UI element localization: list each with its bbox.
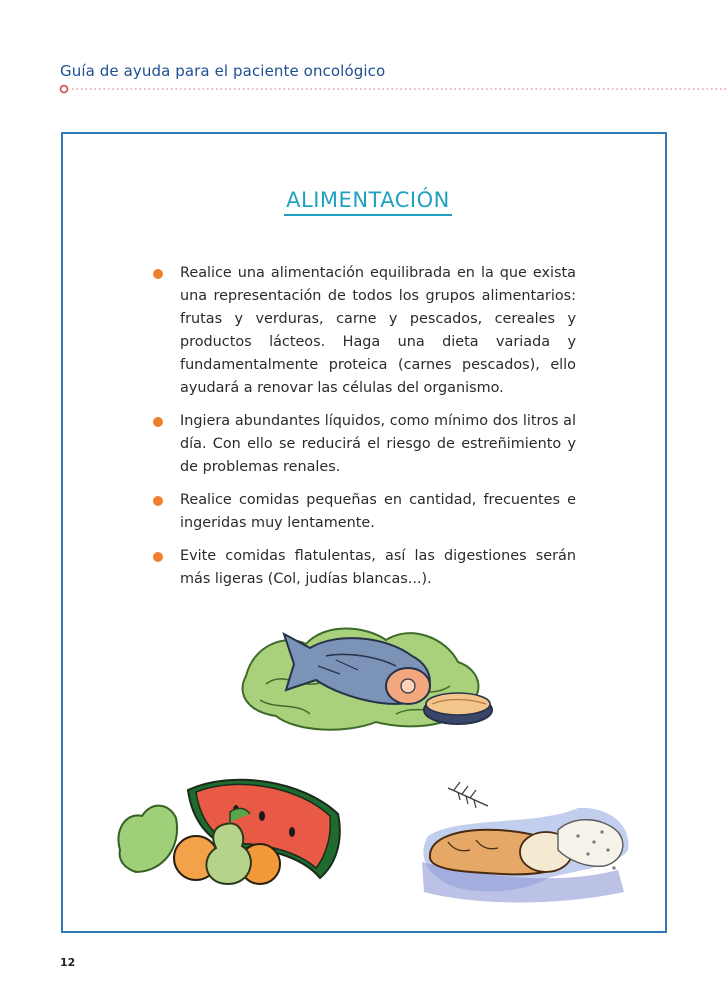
bullet-dot-icon	[153, 496, 163, 506]
bread-and-rice-illustration	[418, 746, 638, 910]
list-item-text: Ingiera abundantes líquidos, como mínimo dos litros al día. Con ello se reducirá el riesgo de estreñimiento y de problemas renales.	[180, 413, 576, 475]
list-item	[148, 410, 576, 479]
bullet-dot-icon	[153, 552, 163, 562]
list-item-text: Realice una alimentación equilibrada en la que exista una representación de todos los grupos alimentarios: frutas y verduras, carne y pescados, cereales y productos lácteos. Haga una dieta variada y fundamentalmente proteica (carnes pescados), ello ayudará a renovar las células del organismo.	[180, 265, 576, 396]
fish-on-lettuce-illustration	[236, 604, 500, 740]
page-number: 12	[60, 956, 76, 969]
bullet-dot-icon	[153, 269, 163, 279]
watermelon-and-fruit-illustration	[112, 760, 358, 894]
running-header-title: Guía de ayuda para el paciente oncológico	[60, 62, 386, 80]
list-item-text: Realice comidas pequeñas en cantidad, frecuentes e ingeridas muy lentamente.	[180, 492, 576, 531]
list-item-text: Evite comidas flatulentas, así las digestiones serán más ligeras (Col, judías blancas...).	[180, 548, 576, 587]
section-title-text: ALIMENTACIÓN	[284, 188, 452, 216]
list-item	[148, 262, 576, 400]
section-title	[0, 188, 728, 216]
list-item	[148, 489, 576, 535]
lettuce-background	[118, 806, 177, 872]
list-item	[148, 545, 576, 591]
dotted-rule-divider	[58, 84, 728, 94]
wheat-stalk	[448, 782, 488, 808]
fish-steak	[424, 693, 492, 724]
recommendations-list	[148, 262, 576, 601]
bullet-dot-icon	[153, 417, 163, 427]
bread-loaf	[430, 830, 572, 875]
